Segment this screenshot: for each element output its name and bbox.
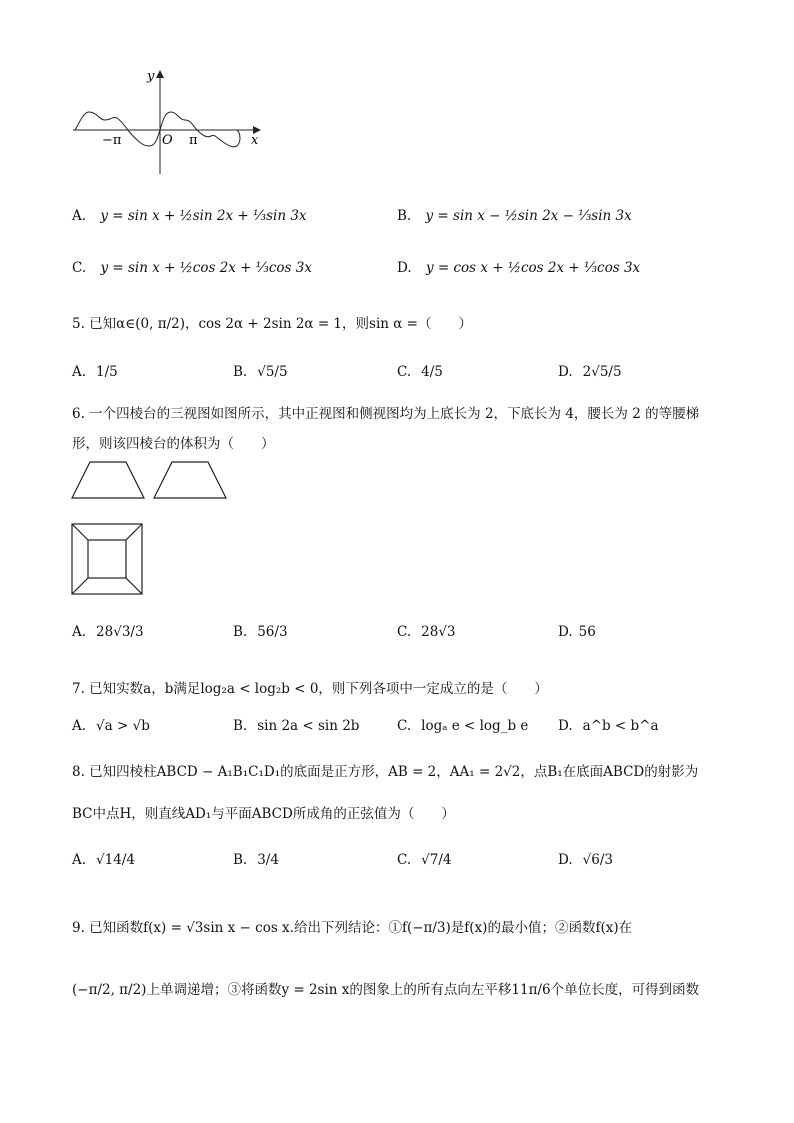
pi-label: π bbox=[189, 133, 198, 148]
option-letter: A. bbox=[72, 718, 87, 734]
q6-option-b[interactable] bbox=[233, 624, 288, 640]
q4-option-c[interactable] bbox=[72, 260, 312, 276]
q5-option-a[interactable] bbox=[72, 364, 118, 380]
option-letter: C. bbox=[72, 260, 87, 276]
q9-stem-line2: (−π/2, π/2)上单调递增；③将函数y = 2sin x的图象上的所有点向左平移11π/6个单位长度，可得到函数 bbox=[72, 982, 700, 998]
q6-option-a[interactable] bbox=[72, 624, 144, 640]
option-letter: B. bbox=[233, 718, 248, 734]
option-text: sin 2a < sin 2b bbox=[257, 718, 360, 734]
option-letter: B. bbox=[233, 364, 248, 380]
q5-option-b[interactable] bbox=[233, 364, 288, 380]
side-view-trapezoid bbox=[154, 462, 226, 498]
option-text: 56/3 bbox=[257, 624, 288, 640]
curve bbox=[75, 112, 240, 147]
x-label: x bbox=[251, 133, 259, 148]
q7-option-c[interactable] bbox=[397, 718, 528, 734]
option-letter: C. bbox=[397, 624, 412, 640]
option-text: √7/4 bbox=[421, 852, 452, 868]
option-letter: A. bbox=[72, 208, 87, 224]
y-axis-arrow bbox=[156, 70, 164, 78]
option-letter: D. bbox=[558, 624, 573, 640]
option-letter: D. bbox=[558, 852, 573, 868]
origin-label: O bbox=[162, 133, 173, 148]
option-letter: C. bbox=[397, 718, 412, 734]
option-letter: D. bbox=[558, 718, 573, 734]
q6-stem-line2: 形，则该四棱台的体积为（ ） bbox=[72, 436, 275, 452]
option-letter: B. bbox=[397, 208, 412, 224]
option-letter: A. bbox=[72, 364, 87, 380]
option-text: 28√3 bbox=[421, 624, 456, 640]
q8-option-a[interactable] bbox=[72, 852, 135, 868]
neg-pi-label: −π bbox=[102, 133, 122, 148]
q4-option-d[interactable] bbox=[397, 260, 640, 276]
q5-option-c[interactable] bbox=[397, 364, 443, 380]
option-letter: A. bbox=[72, 624, 87, 640]
q9-stem-line1: 9. 已知函数f(x) = √3sin x − cos x.给出下列结论：①f(−π/3)是f(x)的最小值；②函数f(x)在 bbox=[72, 920, 633, 936]
q7-option-d[interactable] bbox=[558, 718, 659, 734]
option-text: y = sin x + ½sin 2x + ⅓sin 3x bbox=[100, 208, 307, 224]
q7-stem: 7. 已知实数a，b满足log₂a < log₂b < 0，则下列各项中一定成立的是（ ） bbox=[72, 681, 548, 697]
top-view-edge bbox=[126, 524, 142, 540]
q6-stem-line1: 6. 一个四棱台的三视图如图所示，其中正视图和侧视图均为上底长为 2，下底长为 4，腰长为 2 的等腰梯 bbox=[72, 406, 700, 422]
q8-option-b[interactable] bbox=[233, 852, 279, 868]
top-view-edge bbox=[72, 578, 88, 594]
top-view-inner-square bbox=[88, 540, 126, 578]
option-letter: B. bbox=[233, 624, 248, 640]
option-letter: C. bbox=[397, 852, 412, 868]
option-letter: B. bbox=[233, 852, 248, 868]
q7-option-b[interactable] bbox=[233, 718, 359, 734]
function-graph bbox=[65, 62, 275, 177]
q8-option-c[interactable] bbox=[397, 852, 451, 868]
top-view-edge bbox=[126, 578, 142, 594]
option-letter: D. bbox=[397, 260, 412, 276]
option-text: logₐ e < log_b e bbox=[421, 718, 529, 734]
option-text: y = sin x − ½sin 2x − ⅓sin 3x bbox=[425, 208, 632, 224]
option-text: √a > √b bbox=[96, 718, 150, 734]
option-text: 3/4 bbox=[257, 852, 279, 868]
option-text: √5/5 bbox=[257, 364, 288, 380]
option-text: y = cos x + ½cos 2x + ⅓cos 3x bbox=[425, 260, 641, 276]
q8-option-d[interactable] bbox=[558, 852, 613, 868]
q5-option-d[interactable] bbox=[558, 364, 622, 380]
front-view-trapezoid bbox=[72, 462, 144, 498]
y-label: y bbox=[147, 69, 155, 84]
q4-option-a[interactable] bbox=[72, 208, 307, 224]
option-letter: C. bbox=[397, 364, 412, 380]
option-text: 4/5 bbox=[421, 364, 443, 380]
q6-option-d[interactable] bbox=[558, 624, 596, 640]
three-view-diagram bbox=[68, 458, 238, 608]
option-text: √6/3 bbox=[582, 852, 613, 868]
q4-option-b[interactable] bbox=[397, 208, 632, 224]
q5-stem: 5. 已知α∈(0, π/2)，cos 2α + 2sin 2α = 1，则sin α =（ ） bbox=[72, 316, 472, 332]
option-text: 28√3/3 bbox=[96, 624, 144, 640]
option-letter: A. bbox=[72, 852, 87, 868]
top-view-edge bbox=[72, 524, 88, 540]
option-text: 1/5 bbox=[96, 364, 118, 380]
option-text: y = sin x + ½cos 2x + ⅓cos 3x bbox=[100, 260, 312, 276]
option-letter: D. bbox=[558, 364, 573, 380]
option-text: √14/4 bbox=[96, 852, 135, 868]
option-text: 56 bbox=[578, 624, 596, 640]
option-text: 2√5/5 bbox=[582, 364, 622, 380]
q8-stem-line1: 8. 已知四棱柱ABCD − A₁B₁C₁D₁的底面是正方形，AB = 2，AA₁ = 2√2，点B₁在底面ABCD的射影为 bbox=[72, 764, 699, 780]
q8-stem-line2: BC中点H，则直线AD₁与平面ABCD所成角的正弦值为（ ） bbox=[72, 806, 455, 822]
q7-option-a[interactable] bbox=[72, 718, 150, 734]
q6-option-c[interactable] bbox=[397, 624, 456, 640]
option-text: a^b < b^a bbox=[582, 718, 659, 734]
